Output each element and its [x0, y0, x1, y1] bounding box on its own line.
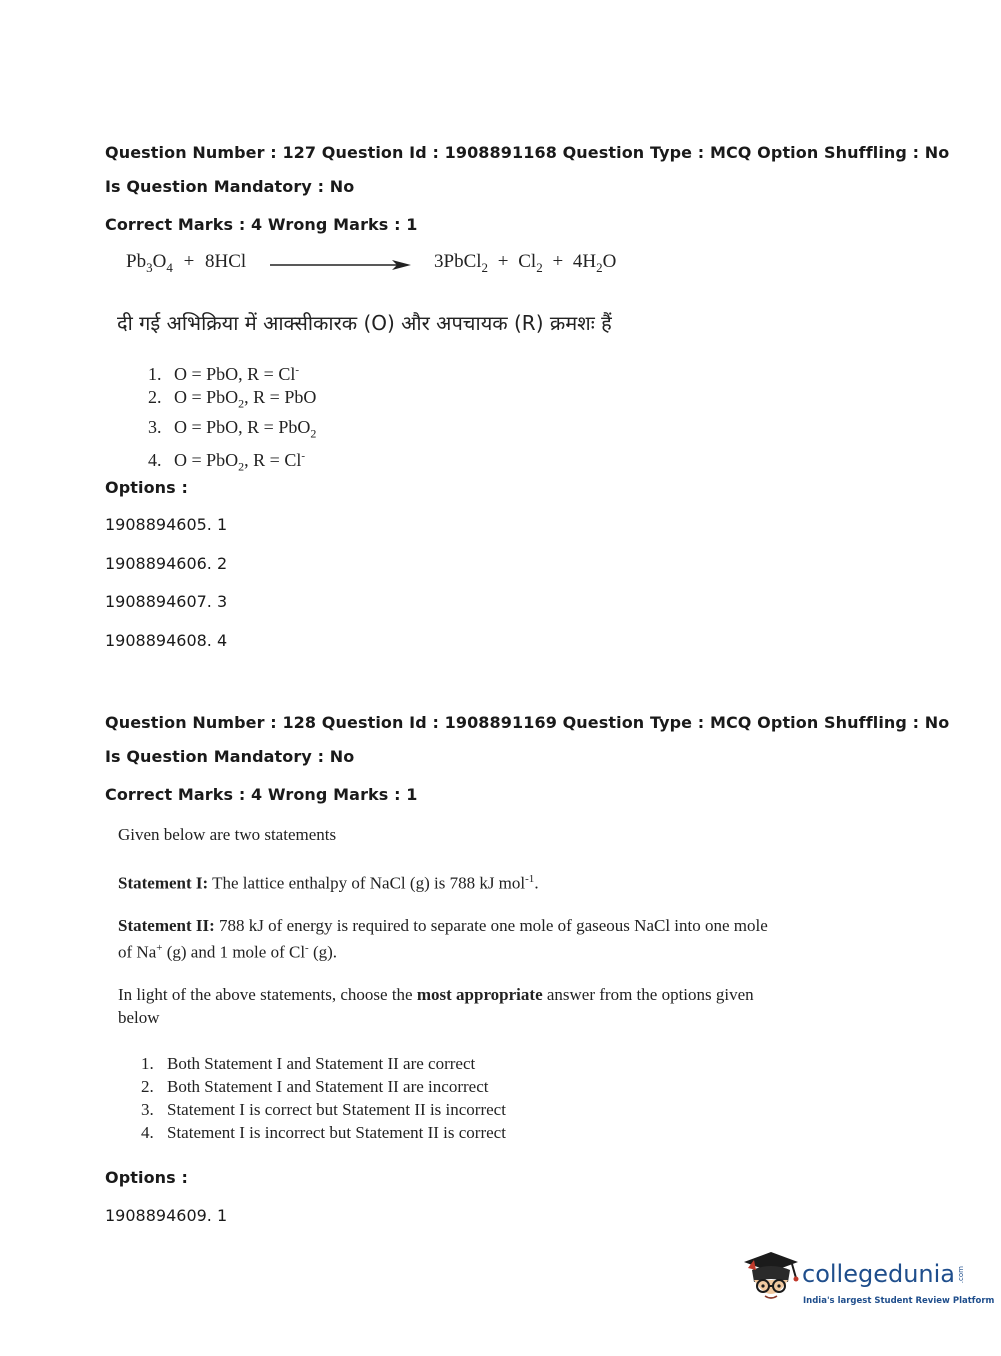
q127-option-2: 1908894606. 2 — [105, 554, 228, 573]
list-item: 4. O = PbO$_2$, R = Cl- — [148, 450, 306, 474]
q127-header-line: Question Number : 127 Question Id : 1908891168 Question Type : MCQ Option Shuffling : No — [105, 143, 950, 162]
logo-tagline: India's largest Student Review Platform — [803, 1296, 995, 1306]
list-item: 3. Statement I is correct but Statement II is incorrect — [141, 1100, 506, 1119]
q128-instruction: In light of the above statements, choose the most appropriate answer from the options given below — [118, 985, 754, 1027]
q127-hindi-question: दी गई अभिक्रिया में आक्सीकारक (O) और अपचायक (R) क्रमशः हैं — [117, 311, 612, 335]
q127-marks-line: Correct Marks : 4 Wrong Marks : 1 — [105, 215, 418, 234]
q128-intro: Given below are two statements — [118, 825, 337, 844]
list-item: 1. O = PbO, R = Cl- — [148, 364, 299, 384]
q128-statement-2: Statement II: 788 kJ of energy is required to separate one mole of gaseous NaCl into one mole of Na+ (g) and 1 mole of Cl- (g). — [118, 916, 768, 962]
q128-option-1: 1908894609. 1 — [105, 1206, 228, 1225]
graduate-mascot-icon — [740, 1248, 802, 1310]
q128-mandatory-line: Is Question Mandatory : No — [105, 747, 355, 766]
list-item: 2. Both Statement I and Statement II are incorrect — [141, 1077, 489, 1096]
q128-header-line: Question Number : 128 Question Id : 1908891169 Question Type : MCQ Option Shuffling : No — [105, 713, 950, 732]
q127-choice-list — [148, 359, 316, 479]
logo-wordmark: collegedunia .com — [802, 1260, 966, 1288]
q128-choice-list — [141, 1052, 506, 1144]
q127-equation-rhs: 3PbCl$_2$ + $Cl_2 + 4H_2O$ — [434, 251, 617, 275]
q128-options-label: Options : — [105, 1168, 188, 1187]
q127-equation-lhs: $Pb_3O_4 + 8HCl$ — [126, 251, 247, 275]
list-item: 3. O = PbO, R = PbO$_2$ — [148, 416, 317, 441]
reaction-arrow-icon — [270, 258, 412, 272]
list-item: 2. O = PbO$_2$, R = PbO — [148, 387, 317, 411]
q127-option-3: 1908894607. 3 — [105, 592, 228, 611]
collegedunia-logo — [740, 1248, 995, 1318]
q127-mandatory-line: Is Question Mandatory : No — [105, 177, 355, 196]
q128-statement-1: Statement I: The lattice enthalpy of NaCl (g) is 788 kJ mol$^{-1}$. — [118, 873, 539, 893]
list-item: 1. Both Statement I and Statement II are correct — [141, 1054, 476, 1073]
q128-marks-line: Correct Marks : 4 Wrong Marks : 1 — [105, 785, 418, 804]
q127-option-4: 1908894608. 4 — [105, 631, 228, 650]
q127-option-1: 1908894605. 1 — [105, 515, 228, 534]
list-item: 4. Statement I is incorrect but Statement II is correct — [141, 1123, 506, 1142]
q127-options-label: Options : — [105, 478, 188, 497]
